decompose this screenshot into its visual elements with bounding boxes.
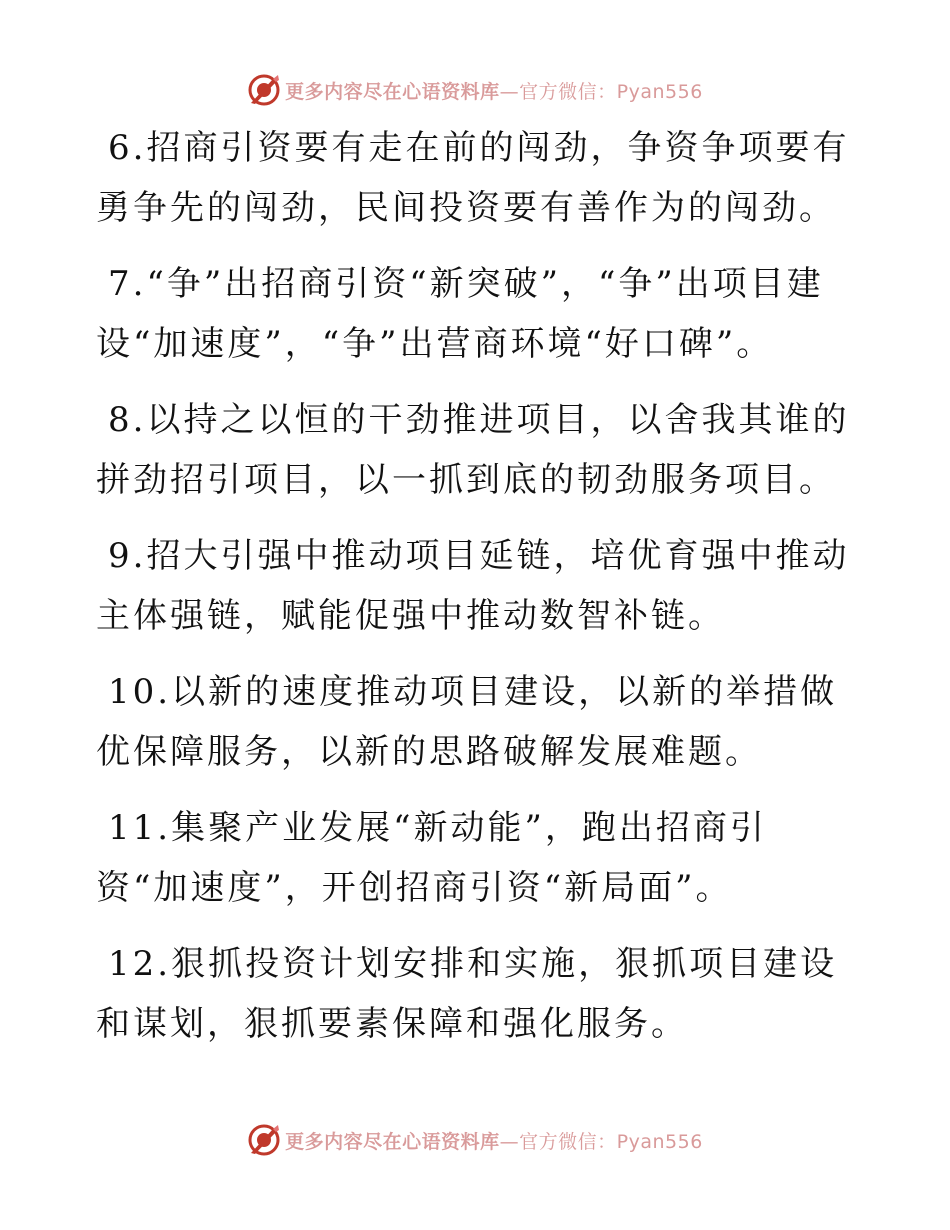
quill-logo-icon (247, 1123, 281, 1157)
list-item: 9.招大引强中推动项目延链，培优育强中推动主体强链，赋能促强中推动数智补链。 (96, 536, 850, 636)
watermark-promo-text: 更多内容尽在心语资料库 (285, 1130, 500, 1153)
list-item: 12.狠抓投资计划安排和实施，狠抓项目建设和谋划，狠抓要素保障和强化服务。 (96, 944, 838, 1044)
watermark-contact-text: —官方微信：Pyan556 (499, 80, 703, 103)
list-item: 6.招商引资要有走在前的闯劲，争资争项要有勇争先的闯劲，民间投资要有善作为的闯劲。 (96, 128, 850, 228)
watermark-promo-text: 更多内容尽在心语资料库 (285, 80, 500, 103)
list-item: 8.以持之以恒的干劲推进项目，以舍我其谁的拼劲招引项目，以一抓到底的韧劲服务项目。 (96, 400, 850, 500)
list-item: 11.集聚产业发展“新动能”，跑出招商引资“加速度”，开创招商引资“新局面”。 (96, 808, 767, 908)
quill-logo-icon (247, 73, 281, 107)
list-item: 10.以新的速度推动项目建设，以新的举措做优保障服务，以新的思路破解发展难题。 (96, 672, 838, 772)
watermark-contact-text: —官方微信：Pyan556 (499, 1130, 703, 1153)
document-body (96, 118, 856, 1070)
list-item: 7.“争”出招商引资“新突破”，“争”出项目建设“加速度”，“争”出营商环境“好口碑”。 (96, 264, 824, 364)
footer-watermark (0, 1120, 950, 1160)
header-watermark (0, 70, 950, 110)
